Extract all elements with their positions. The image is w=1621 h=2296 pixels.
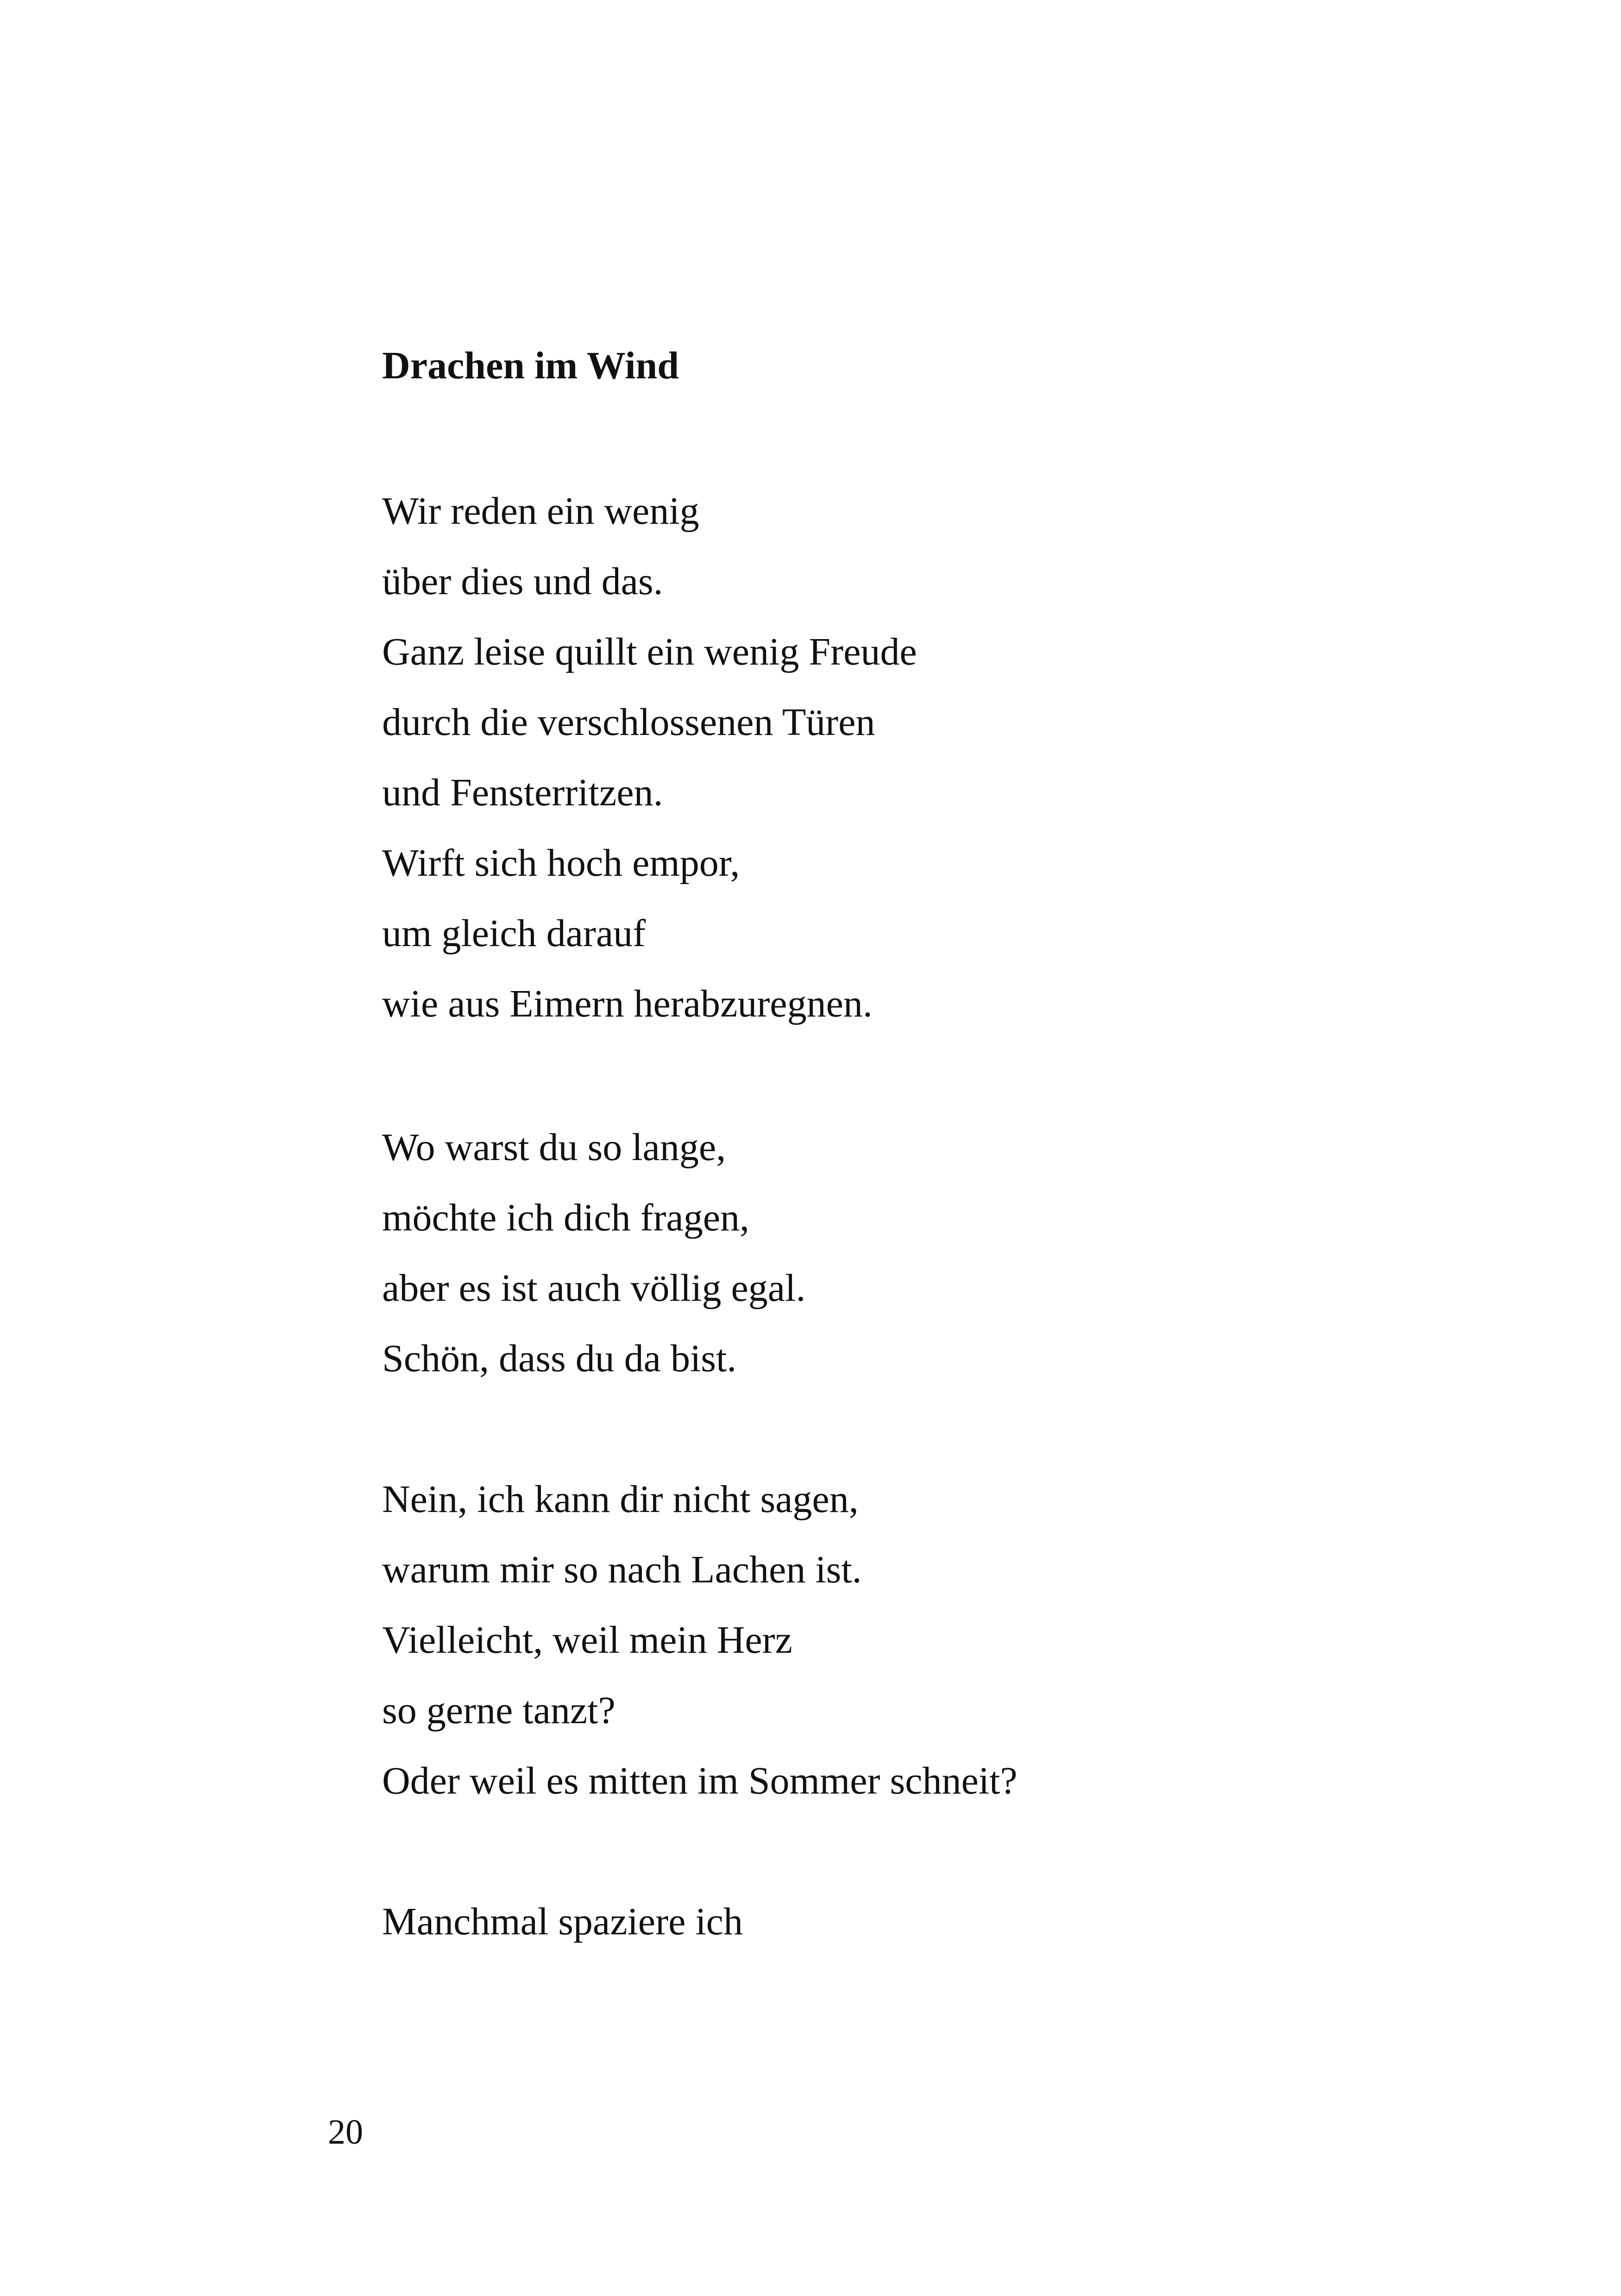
poem-line: warum mir so nach Lachen ist. [382, 1548, 862, 1591]
poem-line: durch die verschlossenen Türen [382, 701, 875, 744]
poem-line: aber es ist auch völlig egal. [382, 1267, 806, 1310]
poem-line: Schön, dass du da bist. [382, 1337, 737, 1380]
poem-line: Wir reden ein wenig [382, 489, 699, 533]
poem-line: wie aus Eimern herabzuregnen. [382, 982, 873, 1025]
poem-line: Wo warst du so lange, [382, 1126, 726, 1169]
poem-line: so gerne tanzt? [382, 1689, 616, 1732]
poem-line: um gleich darauf [382, 912, 646, 955]
poem-line: Vielleicht, weil mein Herz [382, 1618, 792, 1662]
poem-title: Drachen im Wind [382, 344, 679, 387]
stanza-1 [382, 489, 917, 1055]
stanza-3 [382, 1480, 1018, 1832]
poem-line: Ganz leise quillt ein wenig Freude [382, 630, 917, 673]
poem-line: Wirft sich hoch empor, [382, 841, 740, 885]
poem-line: Manchmal spaziere ich [382, 1900, 743, 1943]
page-number: 20 [328, 2113, 363, 2152]
poem-line: möchte ich dich fragen, [382, 1196, 749, 1239]
poem-line: und Fensterritzen. [382, 771, 663, 814]
stanza-4 [382, 1902, 743, 1973]
poem-line: Oder weil es mitten im Sommer schneit? [382, 1759, 1018, 1802]
stanza-2 [382, 1128, 805, 1410]
poem-line: über dies und das. [382, 560, 663, 603]
poem-line: Nein, ich kann dir nicht sagen, [382, 1478, 859, 1521]
